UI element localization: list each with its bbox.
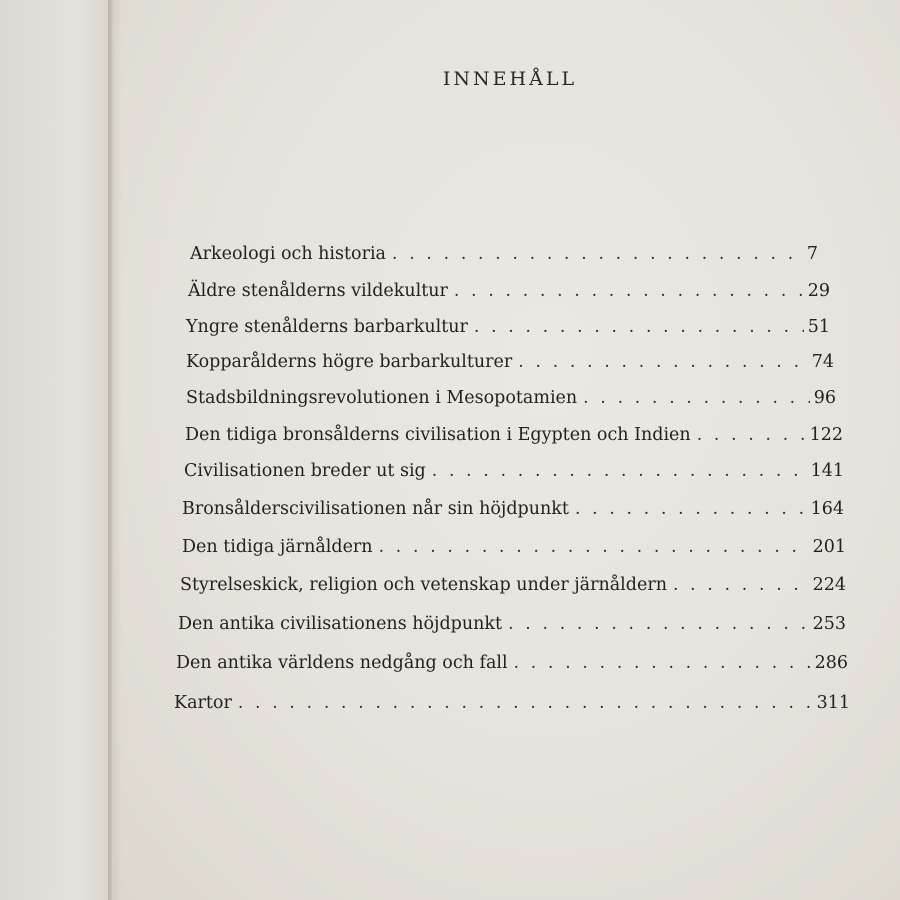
toc-entry-page: 286 — [814, 653, 848, 673]
toc-entry-title: Bronsålderscivilisationen når sin höjdpunkt — [182, 499, 569, 519]
toc-entry-page: 141 — [810, 461, 844, 481]
dot-leader — [514, 653, 811, 673]
toc-entry — [180, 575, 846, 601]
toc-entry-page: 29 — [807, 281, 830, 301]
toc-entry-page: 253 — [812, 614, 846, 634]
toc-entry — [174, 693, 850, 719]
toc-entry — [184, 461, 844, 487]
toc-entry — [185, 425, 843, 451]
toc-entry-title: Den tidiga bronsålderns civilisation i Egypten och Indien — [185, 425, 691, 445]
dot-leader — [518, 352, 807, 372]
toc-entry — [178, 614, 846, 640]
dot-leader — [238, 693, 813, 713]
toc-entry — [186, 388, 836, 414]
toc-entry-title: Den antika världens nedgång och fall — [176, 653, 508, 673]
dot-leader — [575, 499, 807, 519]
toc-entry-title: Kartor — [174, 693, 232, 713]
toc-entry-title: Yngre stenålderns barbarkultur — [186, 317, 468, 337]
toc-entry-page: 122 — [809, 425, 843, 445]
dot-leader — [432, 461, 807, 481]
toc-entry-page: 51 — [807, 317, 830, 337]
toc-entry-title: Den tidiga järnåldern — [182, 537, 373, 557]
dot-leader — [392, 244, 803, 264]
toc-entry-title: Civilisationen breder ut sig — [184, 461, 426, 481]
dot-leader — [379, 537, 809, 557]
toc-entry-page: 96 — [813, 388, 836, 408]
toc-entry — [186, 352, 834, 378]
toc-entry — [176, 653, 848, 679]
toc-entry-title: Den antika civilisationens höjdpunkt — [178, 614, 503, 634]
toc-entry — [182, 537, 846, 563]
toc-entry-page: 74 — [811, 352, 834, 372]
toc-entry-title: Arkeologi och historia — [190, 244, 386, 264]
toc-entry-title: Äldre stenålderns vildekultur — [188, 281, 448, 301]
page-title: INNEHÅLL — [442, 68, 578, 90]
dot-leader — [474, 317, 804, 337]
toc-entry-title: Kopparålderns högre barbarkulturer — [186, 352, 513, 372]
toc-entry-title: Stadsbildningsrevolutionen i Mesopotamien — [186, 388, 578, 408]
toc-entry — [188, 281, 830, 307]
toc-entry-page: 7 — [806, 244, 818, 264]
toc-entry — [186, 317, 830, 343]
toc-entry-page: 311 — [816, 693, 850, 713]
dot-leader — [583, 388, 810, 408]
toc-entry-page: 224 — [812, 575, 846, 595]
toc-entry — [182, 499, 844, 525]
dot-leader — [673, 575, 809, 595]
toc-entry-title: Styrelseskick, religion och vetenskap under järnåldern — [180, 575, 667, 595]
dot-leader — [697, 425, 806, 445]
dot-leader — [454, 281, 804, 301]
dot-leader — [508, 614, 809, 634]
toc-entry-page: 164 — [810, 499, 844, 519]
toc-entry — [190, 244, 818, 270]
toc-entry-page: 201 — [812, 537, 846, 557]
